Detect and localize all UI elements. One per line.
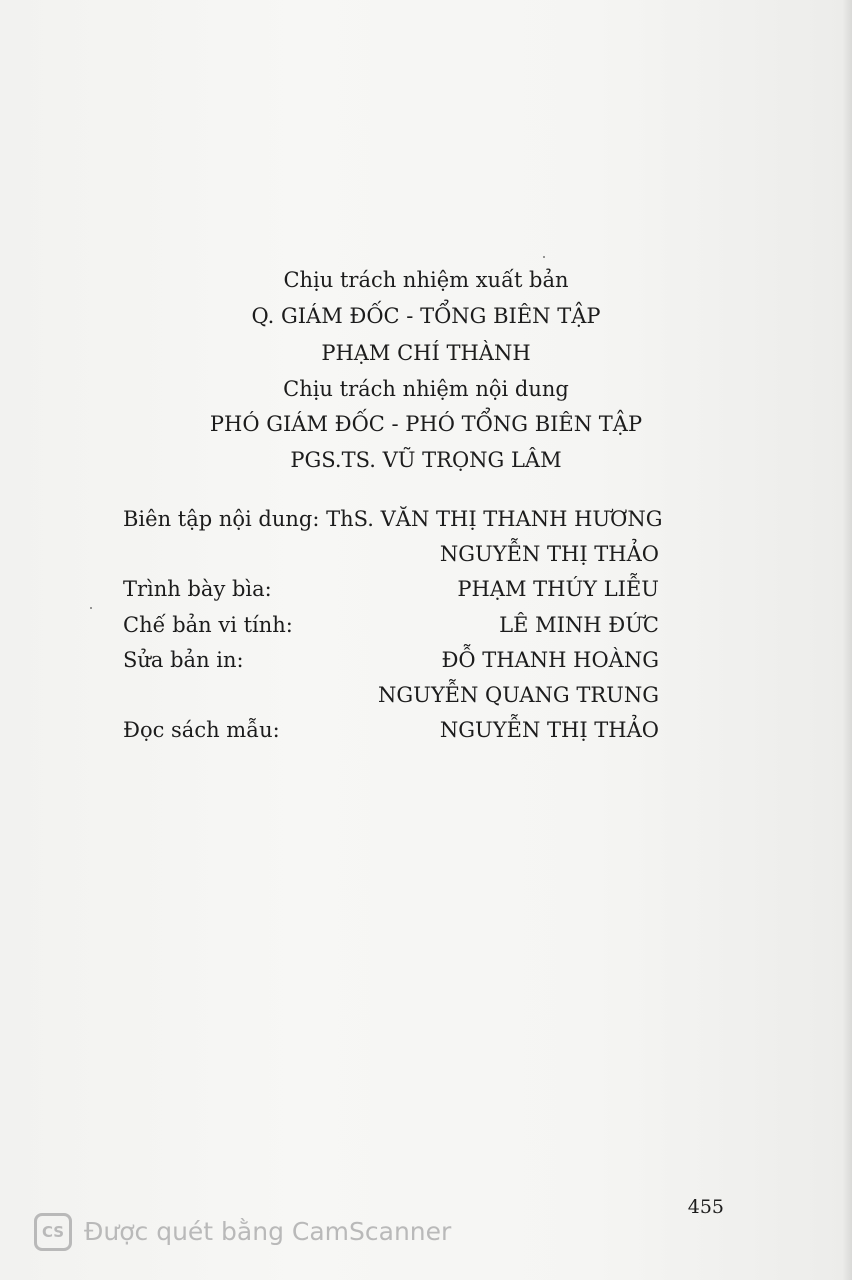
credit-name-cover-design: PHẠM THÚY LIỄU — [457, 577, 659, 601]
publishing-responsibility-title: Q. GIÁM ĐỐC - TỔNG BIÊN TẬP — [251, 304, 601, 328]
credit-name-proofreading: ĐỖ THANH HOÀNG — [441, 648, 659, 672]
credit-label-sample-reading: Đọc sách mẫu: — [123, 718, 280, 742]
credit-name-sample-reading: NGUYỄN THỊ THẢO — [439, 718, 659, 742]
page-number: 455 — [687, 1196, 724, 1218]
credit-label-typesetting: Chế bản vi tính: — [123, 613, 293, 637]
publishing-responsibility-label: Chịu trách nhiệm xuất bản — [283, 268, 569, 292]
credit-name-content-editor-2: NGUYỄN THỊ THẢO — [439, 542, 659, 566]
credit-label-cover-design: Trình bày bìa: — [123, 577, 272, 601]
camscanner-watermark-text: Được quét bằng CamScanner — [84, 1217, 452, 1246]
camscanner-logo-icon: CS — [34, 1213, 72, 1251]
page-edge-shadow — [842, 0, 852, 1280]
camscanner-watermark — [34, 1212, 451, 1252]
credit-label-content-editor: Biên tập nội dung: ThS. VĂN THỊ THANH HƯƠNG — [123, 507, 663, 531]
content-responsibility-label: Chịu trách nhiệm nội dung — [283, 377, 569, 401]
content-responsibility-name: PGS.TS. VŨ TRỌNG LÂM — [290, 448, 562, 472]
credit-label-proofreading: Sửa bản in: — [123, 648, 244, 672]
credit-name-typesetting: LÊ MINH ĐỨC — [499, 613, 659, 637]
paper-speck — [543, 256, 545, 258]
credit-name-proofreading-2: NGUYỄN QUANG TRUNG — [377, 683, 659, 707]
paper-speck — [90, 607, 92, 609]
content-responsibility-title: PHÓ GIÁM ĐỐC - PHÓ TỔNG BIÊN TẬP — [209, 412, 643, 436]
publishing-responsibility-name: PHẠM CHÍ THÀNH — [321, 341, 531, 365]
